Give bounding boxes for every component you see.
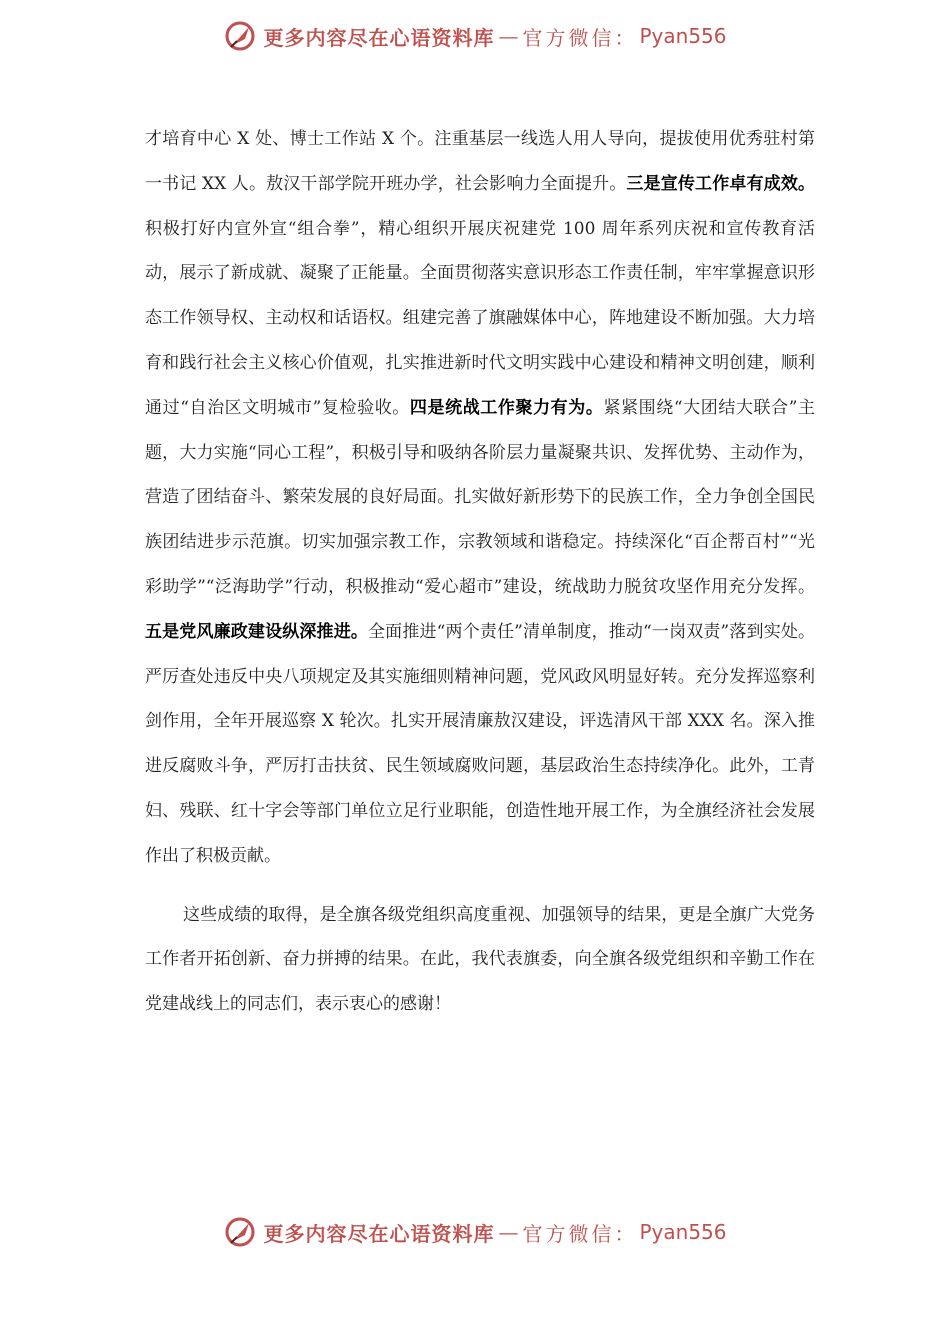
banner-title: 更多内容尽在心语资料库 [263,25,495,50]
banner-wechat-label: 官方微信： [522,25,638,50]
banner-dash: — [498,1220,519,1244]
banner-title: 更多内容尽在心语资料库 [263,1221,495,1246]
banner-wechat-id: Pyan556 [639,1220,727,1244]
document-body [145,117,815,1027]
footer-banner [0,1210,950,1254]
paragraph-achievements [145,117,815,879]
paragraph-thanks: 这些成绩的取得，是全旗各级党组织高度重视、加强领导的结果，更是全旗广大党务工作者开拓创新、奋力拼搏的结果。在此，我代表旗委，向全旗各级党组织和辛勤工作在党建战线上的同志们，表示衷心的感谢！ [145,904,815,1015]
quill-logo-icon [223,1215,257,1249]
heading-united-front: 四是统战工作聚力有为。 [409,397,604,418]
sentence-talent: 才培育中心 X 处、博士工作站 X 个。注重基层一线选人用人导向，提拔使用优秀驻村第一书记 XX 人。敖汉干部学院开班办学，社会影响力全面提升。 [145,129,815,194]
quill-logo-icon [223,19,257,53]
header-banner [0,14,950,58]
heading-integrity: 五是党风廉政建设纵深推进。 [145,621,369,642]
banner-dash: — [498,24,519,48]
banner-wechat-label: 官方微信： [522,1221,638,1246]
sentence-propaganda: 积极打好内宣外宣“组合拳”，精心组织开展庆祝建党 100 周年系列庆祝和宣传教育活动，展示了新成就、凝聚了正能量。全面贯彻落实意识形态工作责任制，牢牢掌握意识形态工作领导权、主动权和话语权。组建完善了旗融媒体中心，阵地建设不断加强。大力培育和践行社会主义核心价值观，扎实推进新时代文明实践中心建设和精神文明创建，顺利通过“自治区文明城市”复检验收。 [145,218,815,418]
sentence-united-front: 紧紧围绕“大团结大联合”主题，大力实施“同心工程”，积极引导和吸纳各阶层力量凝聚共识、发挥优势、主动作为，营造了团结奋斗、繁荣发展的良好局面。扎实做好新形势下的民族工作，全力争创全国民族团结进步示范旗。切实加强宗教工作，宗教领域和谐稳定。持续深化“百企帮百村”“光彩助学”“泛海助学”行动，积极推动“爱心超市”建设，统战助力脱贫攻坚作用充分发挥。 [145,397,816,597]
heading-propaganda: 三是宣传工作卓有成效。 [626,173,815,194]
sentence-integrity: 全面推进“两个责任”清单制度，推动“一岗双责”落到实处。严厉查处违反中央八项规定及其实施细则精神问题，党风政风明显好转。充分发挥巡察利剑作用，全年开展巡察 X 轮次。扎实开展清廉敖汉建设，评选清风干部 XXX 名。深入推进反腐败斗争，严厉打击扶贫、民生领域腐败问题，基层政治生态持续净化。此外，工青妇、残联、红十字会等部门单位立足行业职能，创造性地开展工作，为全旗经济社会发展作出了积极贡献。 [145,621,816,866]
banner-wechat-id: Pyan556 [639,24,727,48]
